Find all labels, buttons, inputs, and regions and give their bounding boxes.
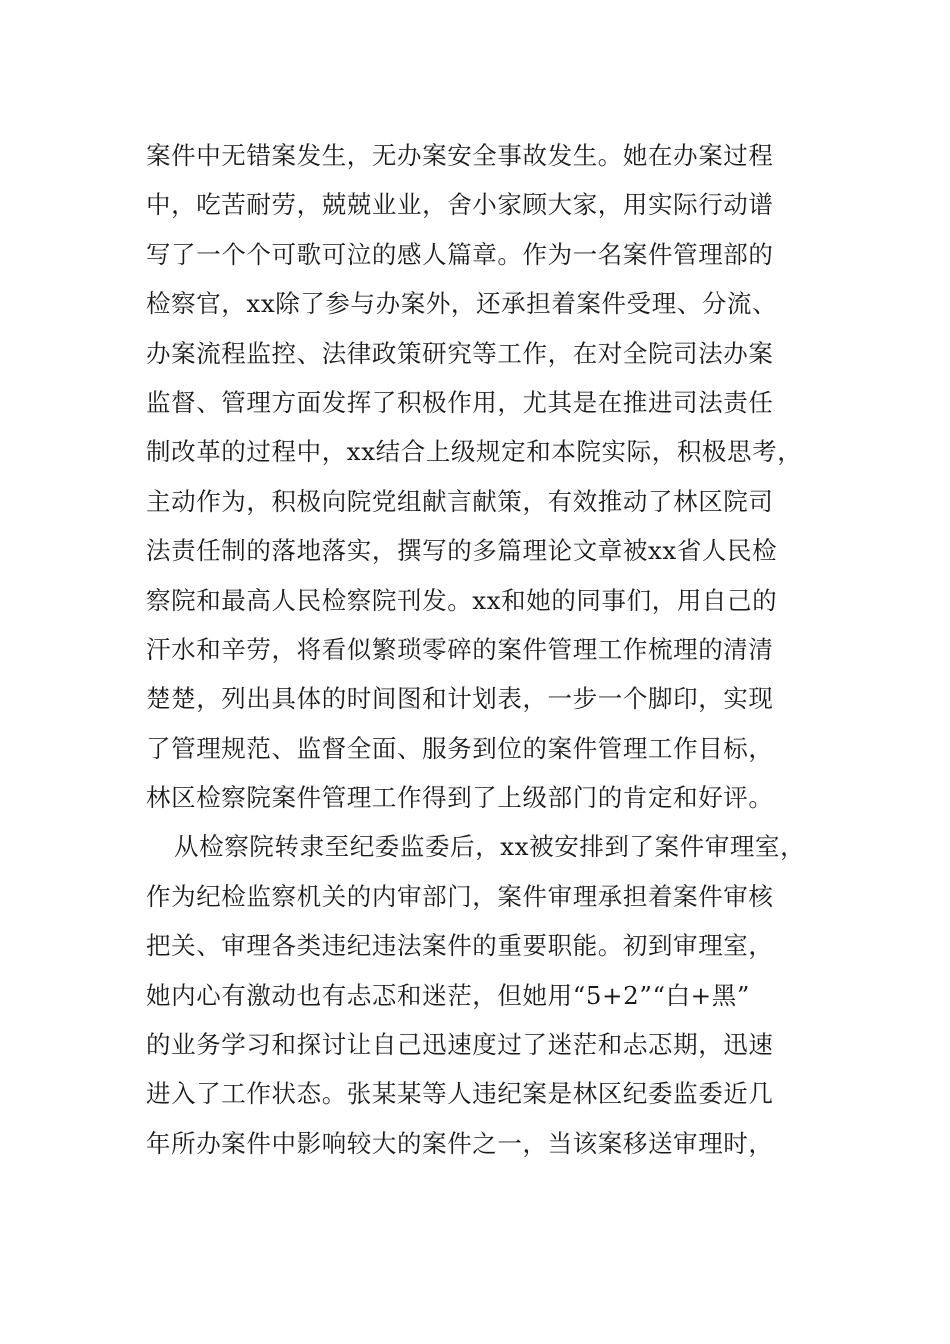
text-line: 了管理规范、监督全面、服务到位的案件管理工作目标， (146, 733, 774, 763)
text-line: 的业务学习和探讨让自己迅速度过了迷茫和忐忑期，迅速 (146, 1030, 774, 1060)
text-line: 监督、管理方面发挥了积极作用，尤其是在推进司法责任 (146, 387, 774, 417)
text-line: 案件中无错案发生，无办案安全事故发生。她在办案过程 (146, 141, 774, 170)
text-line: 作为纪检监察机关的内审部门，案件审理承担着案件审核 (146, 881, 774, 911)
text-line: 制改革的过程中，xx结合上级规定和本院实际，积极思考， (146, 437, 803, 467)
text-line: 中，吃苦耐劳，兢兢业业，舍小家顾大家，用实际行动谱 (146, 190, 774, 220)
text-line: 办案流程监控、法律政策研究等工作，在对全院司法办案 (146, 338, 774, 368)
body-text (146, 131, 826, 1168)
text-line: 把关、审理各类违纪违法案件的重要职能。初到审理室， (146, 931, 774, 961)
text-line: 察院和最高人民检察院刊发。xx和她的同事们，用自己的 (146, 585, 778, 615)
text-line: 法责任制的落地落实，撰写的多篇理论文章被xx省人民检 (146, 536, 778, 566)
text-line: 汗水和辛劳，将看似繁琐零碎的案件管理工作梳理的清清 (146, 634, 774, 664)
text-line: 楚楚，列出具体的时间图和计划表，一步一个脚印，实现 (146, 684, 774, 714)
text-line: 年所办案件中影响较大的案件之一，当该案移送审理时， (146, 1128, 774, 1158)
paragraph-start-line: 从检察院转隶至纪委监委后，xx被安排到了案件审理室， (174, 832, 806, 862)
text-line: 进入了工作状态。张某某等人违纪案是林区纪委监委近几 (146, 1079, 774, 1109)
text-line: 主动作为，积极向院党组献言献策，有效推动了林区院司 (146, 486, 774, 516)
text-line: 她内心有激动也有忐忑和迷茫，但她用“5+2”“白+黑” (146, 980, 751, 1010)
text-line: 写了一个个可歌可泣的感人篇章。作为一名案件管理部的 (146, 239, 774, 269)
text-line: 林区检察院案件管理工作得到了上级部门的肯定和好评。 (146, 783, 774, 813)
text-line: 检察官，xx除了参与办案外，还承担着案件受理、分流、 (146, 289, 778, 319)
